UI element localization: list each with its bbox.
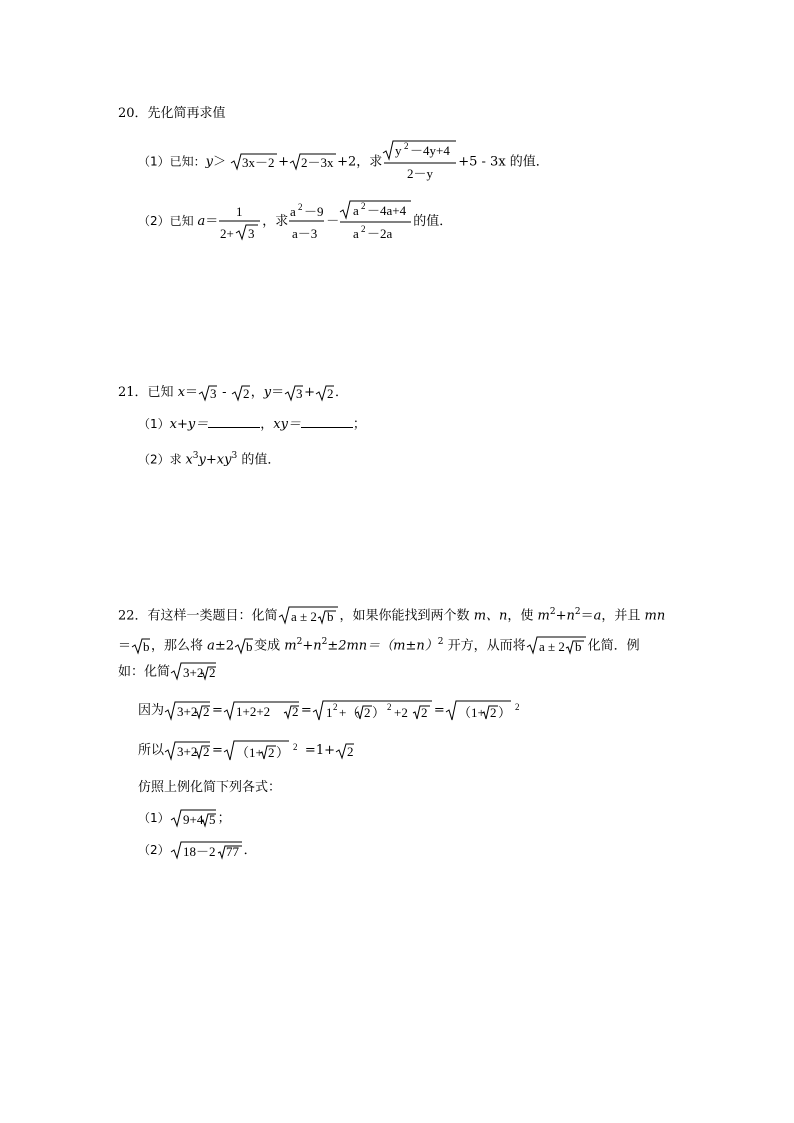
q21-part2: [138, 446, 280, 470]
q22-b-r3a: 1: [325, 704, 333, 720]
q22-l1-rad-text: a ± 2: [290, 608, 317, 624]
q21-x-rad1: 3: [210, 385, 217, 401]
q20-p1-op: ＞: [213, 154, 227, 170]
q22-l1-mn2: mn: [644, 608, 666, 624]
q22-because-rad4: [445, 699, 527, 723]
q21-p2-expr-b: y+xy: [198, 452, 232, 468]
q22-so: 所以: [138, 743, 165, 758]
q22-l1-tail: ，并且: [601, 608, 645, 624]
q22-l1-n: n: [566, 608, 575, 624]
q20-p2-var: a: [197, 214, 206, 229]
q22-part1: [138, 808, 231, 829]
q21-p2-end: 的值．: [237, 452, 281, 468]
q22-b-eq1: =: [212, 703, 223, 718]
q22-p1-rad: 9+4: [182, 811, 203, 827]
q22-l1-exp1: 2: [549, 607, 556, 617]
q21-x: x: [177, 385, 186, 400]
q20-p2-a-den-pre: 2+: [220, 225, 235, 241]
q20-p2-a-num: 1: [236, 203, 243, 219]
q20-p2-fraction-2: [339, 200, 413, 244]
q22-l2-exp2: 2: [321, 637, 328, 647]
q21-p1-end: ；: [352, 417, 366, 432]
q22-l2-radical: [131, 637, 151, 655]
q22-l2-pm: ±: [214, 638, 226, 654]
q20-p1-plus: +: [278, 154, 290, 170]
q22-part2: [138, 840, 257, 861]
q21-x-mid: -: [218, 385, 231, 400]
q22-l2-exp: 2: [296, 637, 303, 647]
q22-imitate-text: 仿照上例化简下列各式：: [138, 780, 282, 795]
q22-b-r2i: 2: [291, 703, 299, 719]
q22-s-eq1: =: [212, 743, 223, 758]
q22-l1-radical: [278, 606, 340, 626]
q20-p2-a-den-rad: 3: [248, 225, 255, 241]
q20-p2-f1-num-a: a: [290, 203, 297, 219]
q22-s-r2c: ）: [275, 744, 289, 760]
q22-s-r2b: 2: [267, 744, 275, 760]
q22-l3-pre: 如：化简: [118, 664, 171, 680]
q22-s-r2-exp: 2: [292, 741, 298, 752]
q21-x-radical-2: [231, 384, 251, 402]
q22-l1-exp2: 2: [574, 607, 581, 617]
q20-part1: [138, 140, 549, 180]
q21-title-pre: 21．已知: [118, 385, 178, 400]
q21-p1-sep: ，: [260, 417, 274, 432]
q22-so-rad1: [164, 740, 212, 762]
q21-end: ．: [335, 385, 349, 400]
q22-l2-rad3-inner: b: [574, 638, 582, 654]
q21-y-rad2: 2: [327, 385, 334, 401]
q22-b-r3e: +2: [393, 704, 408, 720]
q22-l2-tail: 化简．例: [587, 638, 640, 654]
q22-l2-rad-text: b: [143, 638, 150, 654]
q22-l3-radical: [170, 662, 218, 682]
q22-b-r3c: 2: [363, 704, 371, 720]
q22-so-line: [138, 738, 355, 764]
q20-p2-f2-num-rest: －4a+4: [367, 202, 407, 218]
q22-l1-mn: m、n: [473, 608, 508, 624]
q22-l1-m: m: [537, 608, 550, 624]
q22-b-eq2: =: [300, 703, 312, 718]
q22-l1-plus: +: [555, 608, 567, 624]
q20-p1-radical-2: [289, 152, 337, 172]
q20-p2-f2-den-a: a: [353, 225, 360, 241]
q22-l3-rad-text: 3+2: [183, 665, 204, 680]
q20-p1-frac-num-rest: －4y+4: [410, 143, 451, 158]
q21-x-eq: ＝: [185, 385, 199, 400]
q22-b-r3-exp1: 2: [332, 701, 338, 712]
q20-p2-mid: ，求: [262, 214, 289, 229]
q22-l1-eq: ＝: [580, 608, 594, 624]
q22-imitate: [138, 778, 281, 798]
q22-p1-inner: 5: [208, 811, 216, 827]
q22-line3: [118, 662, 218, 683]
q22-b-r3-exp2: 2: [386, 701, 392, 712]
q20-p1-rad1-text: 3x－2: [242, 155, 275, 170]
q22-p1-radical: [170, 809, 218, 829]
q22-p2-end: ．: [243, 843, 257, 858]
q20-p1-var: y: [205, 154, 213, 170]
q22-because-rad2: [223, 700, 301, 722]
q21-p2-exp-a: 3: [192, 451, 199, 461]
q22-s-r1i: 2: [203, 743, 210, 759]
q22-b-r3f: 2: [420, 704, 428, 720]
q22-s-r2a: （1+: [235, 744, 263, 760]
q22-b-r3d: ）: [371, 704, 385, 720]
q20-title-text: 20．先化简再求值: [118, 106, 226, 121]
q22-b-r4b: 2: [489, 704, 497, 720]
q22-s-eq2: =: [304, 743, 316, 758]
q20-p1-radical-1: [230, 152, 278, 172]
q22-b-r4c: ）: [497, 704, 511, 720]
q20-title: [118, 104, 226, 124]
q22-p2-label: （2）: [138, 843, 170, 857]
q21-blank-product[interactable]: [301, 415, 353, 428]
q22-l2-expr2: +n: [302, 638, 322, 654]
q20-p1-cond-tail: +2，求: [337, 154, 383, 170]
q22-l2-mid2: 变成: [254, 638, 285, 654]
q21-p2-exp-b: 3: [231, 451, 238, 461]
q20-p2-f1-num-exp: 2: [298, 201, 303, 212]
q22-l3-rad-inner: 2: [209, 665, 216, 680]
q20-p2-f2-den-rest: －2a: [367, 225, 393, 241]
q20-p2-a-fraction: [218, 200, 262, 244]
q20-p2-f2-num-a: a: [353, 202, 360, 218]
q22-p2-rad: 18－2: [182, 843, 216, 859]
q22-l2-rad2-text: b: [246, 638, 253, 654]
q20-p1-frac-den: 2－y: [407, 166, 434, 181]
q22-because: 因为: [138, 703, 165, 718]
q22-b-r1: 3+2: [177, 703, 198, 719]
q22-l1-rad-inner: b: [326, 608, 334, 624]
q22-l2-a: a: [207, 638, 215, 654]
q22-s-res-a: 1+: [315, 743, 335, 758]
q20-p2-f1-den: a－3: [292, 225, 318, 241]
q22-b-r4-exp: 2: [514, 701, 520, 712]
q20-p1-label: （1）已知：: [138, 154, 206, 169]
q22-line2: [118, 632, 640, 656]
q22-l2-rad3-text: a ± 2: [538, 638, 565, 654]
q21-p1-b: xy＝: [273, 417, 301, 432]
q22-l1-a: a: [593, 608, 602, 624]
q20-p2-f1-num-rest: －9: [304, 203, 324, 219]
q22-p2-radical: [170, 841, 244, 861]
q20-p2-eq: ＝: [205, 214, 219, 229]
q21-y-rad1: 3: [296, 385, 303, 401]
q22-b-r2: 1+2+2: [235, 703, 271, 719]
q20-p1-tail: +5 - 3x 的值．: [458, 154, 549, 170]
q20-part2: [138, 199, 452, 243]
q21-p1-a: x+y＝: [169, 417, 209, 432]
q22-because-line: [138, 698, 527, 724]
q20-p2-tail: 的值．: [413, 214, 453, 229]
q22-p1-end: ；: [217, 811, 231, 826]
q22-p2-inner: 77: [225, 843, 239, 859]
q22-b-r4a: （1+: [457, 704, 485, 720]
q21-y: y: [263, 385, 272, 400]
q22-l2-mid: ，那么将: [151, 638, 208, 654]
q21-p1-label: （1）: [138, 417, 170, 431]
q21-p2-expr-a: x: [185, 452, 193, 468]
q22-s-r1: 3+2: [177, 743, 198, 759]
q22-l2-exp3: 2: [437, 637, 444, 647]
q21-x-rad2: 2: [242, 385, 250, 401]
q20-p2-label: （2）已知: [138, 214, 198, 228]
q22-b-r3b: +（: [338, 704, 360, 720]
q22-l1-mid: ，如果你能找到两个数: [339, 608, 474, 624]
q21-blank-sum[interactable]: [208, 415, 260, 428]
q20-p2-fraction-1: [288, 200, 326, 244]
q22-s-res-b: 2: [347, 743, 354, 759]
q22-l2-radical-c: [526, 636, 588, 656]
q20-p2-f2-num-exp: 2: [361, 200, 366, 211]
q20-p2-f2-den-exp: 2: [361, 223, 366, 234]
q21-y-radical-1: [284, 384, 304, 402]
q22-b-r1i: 2: [203, 703, 210, 719]
q21-y-radical-2: [315, 384, 335, 402]
q21-sep: ，: [250, 385, 264, 400]
q22-l1-pre: 22．有这样一类题目：化简: [118, 608, 278, 624]
q20-p2-minus: －: [326, 214, 340, 229]
q22-because-rad3: [312, 699, 434, 723]
q21-y-mid: +: [304, 385, 316, 400]
q21-p2-label: （2）求: [138, 452, 186, 467]
q22-l2-radical-b: [234, 637, 254, 655]
q21-y-eq: ＝: [271, 385, 285, 400]
q22-l2-expr3: ±2mn＝（m±n）: [327, 638, 438, 654]
q21-part1: [138, 414, 366, 435]
q20-p1-frac-num-y: y: [395, 143, 402, 158]
q20-p1-fraction: [382, 140, 458, 184]
q22-because-rad1: [164, 700, 212, 722]
q20-p1-frac-num-exp: 2: [404, 141, 409, 151]
q20-p1-rad2-text: 2－3x: [301, 155, 334, 170]
q22-l2-expr: m: [284, 638, 297, 654]
q21-x-radical-1: [198, 384, 218, 402]
q22-b-eq3: =: [433, 703, 445, 718]
q22-so-res-rad: [335, 742, 355, 760]
q22-l2-eq: ＝: [118, 638, 132, 654]
q22-so-rad2: [223, 739, 305, 763]
q22-p1-label: （1）: [138, 811, 170, 825]
q22-l1-mid2: ，使: [507, 608, 538, 624]
q21-title: [118, 383, 348, 403]
q22-l2-mid3: 开方，从而将: [443, 638, 526, 654]
q22-line1: [118, 602, 665, 626]
q22-l2-two: 2: [225, 638, 235, 654]
